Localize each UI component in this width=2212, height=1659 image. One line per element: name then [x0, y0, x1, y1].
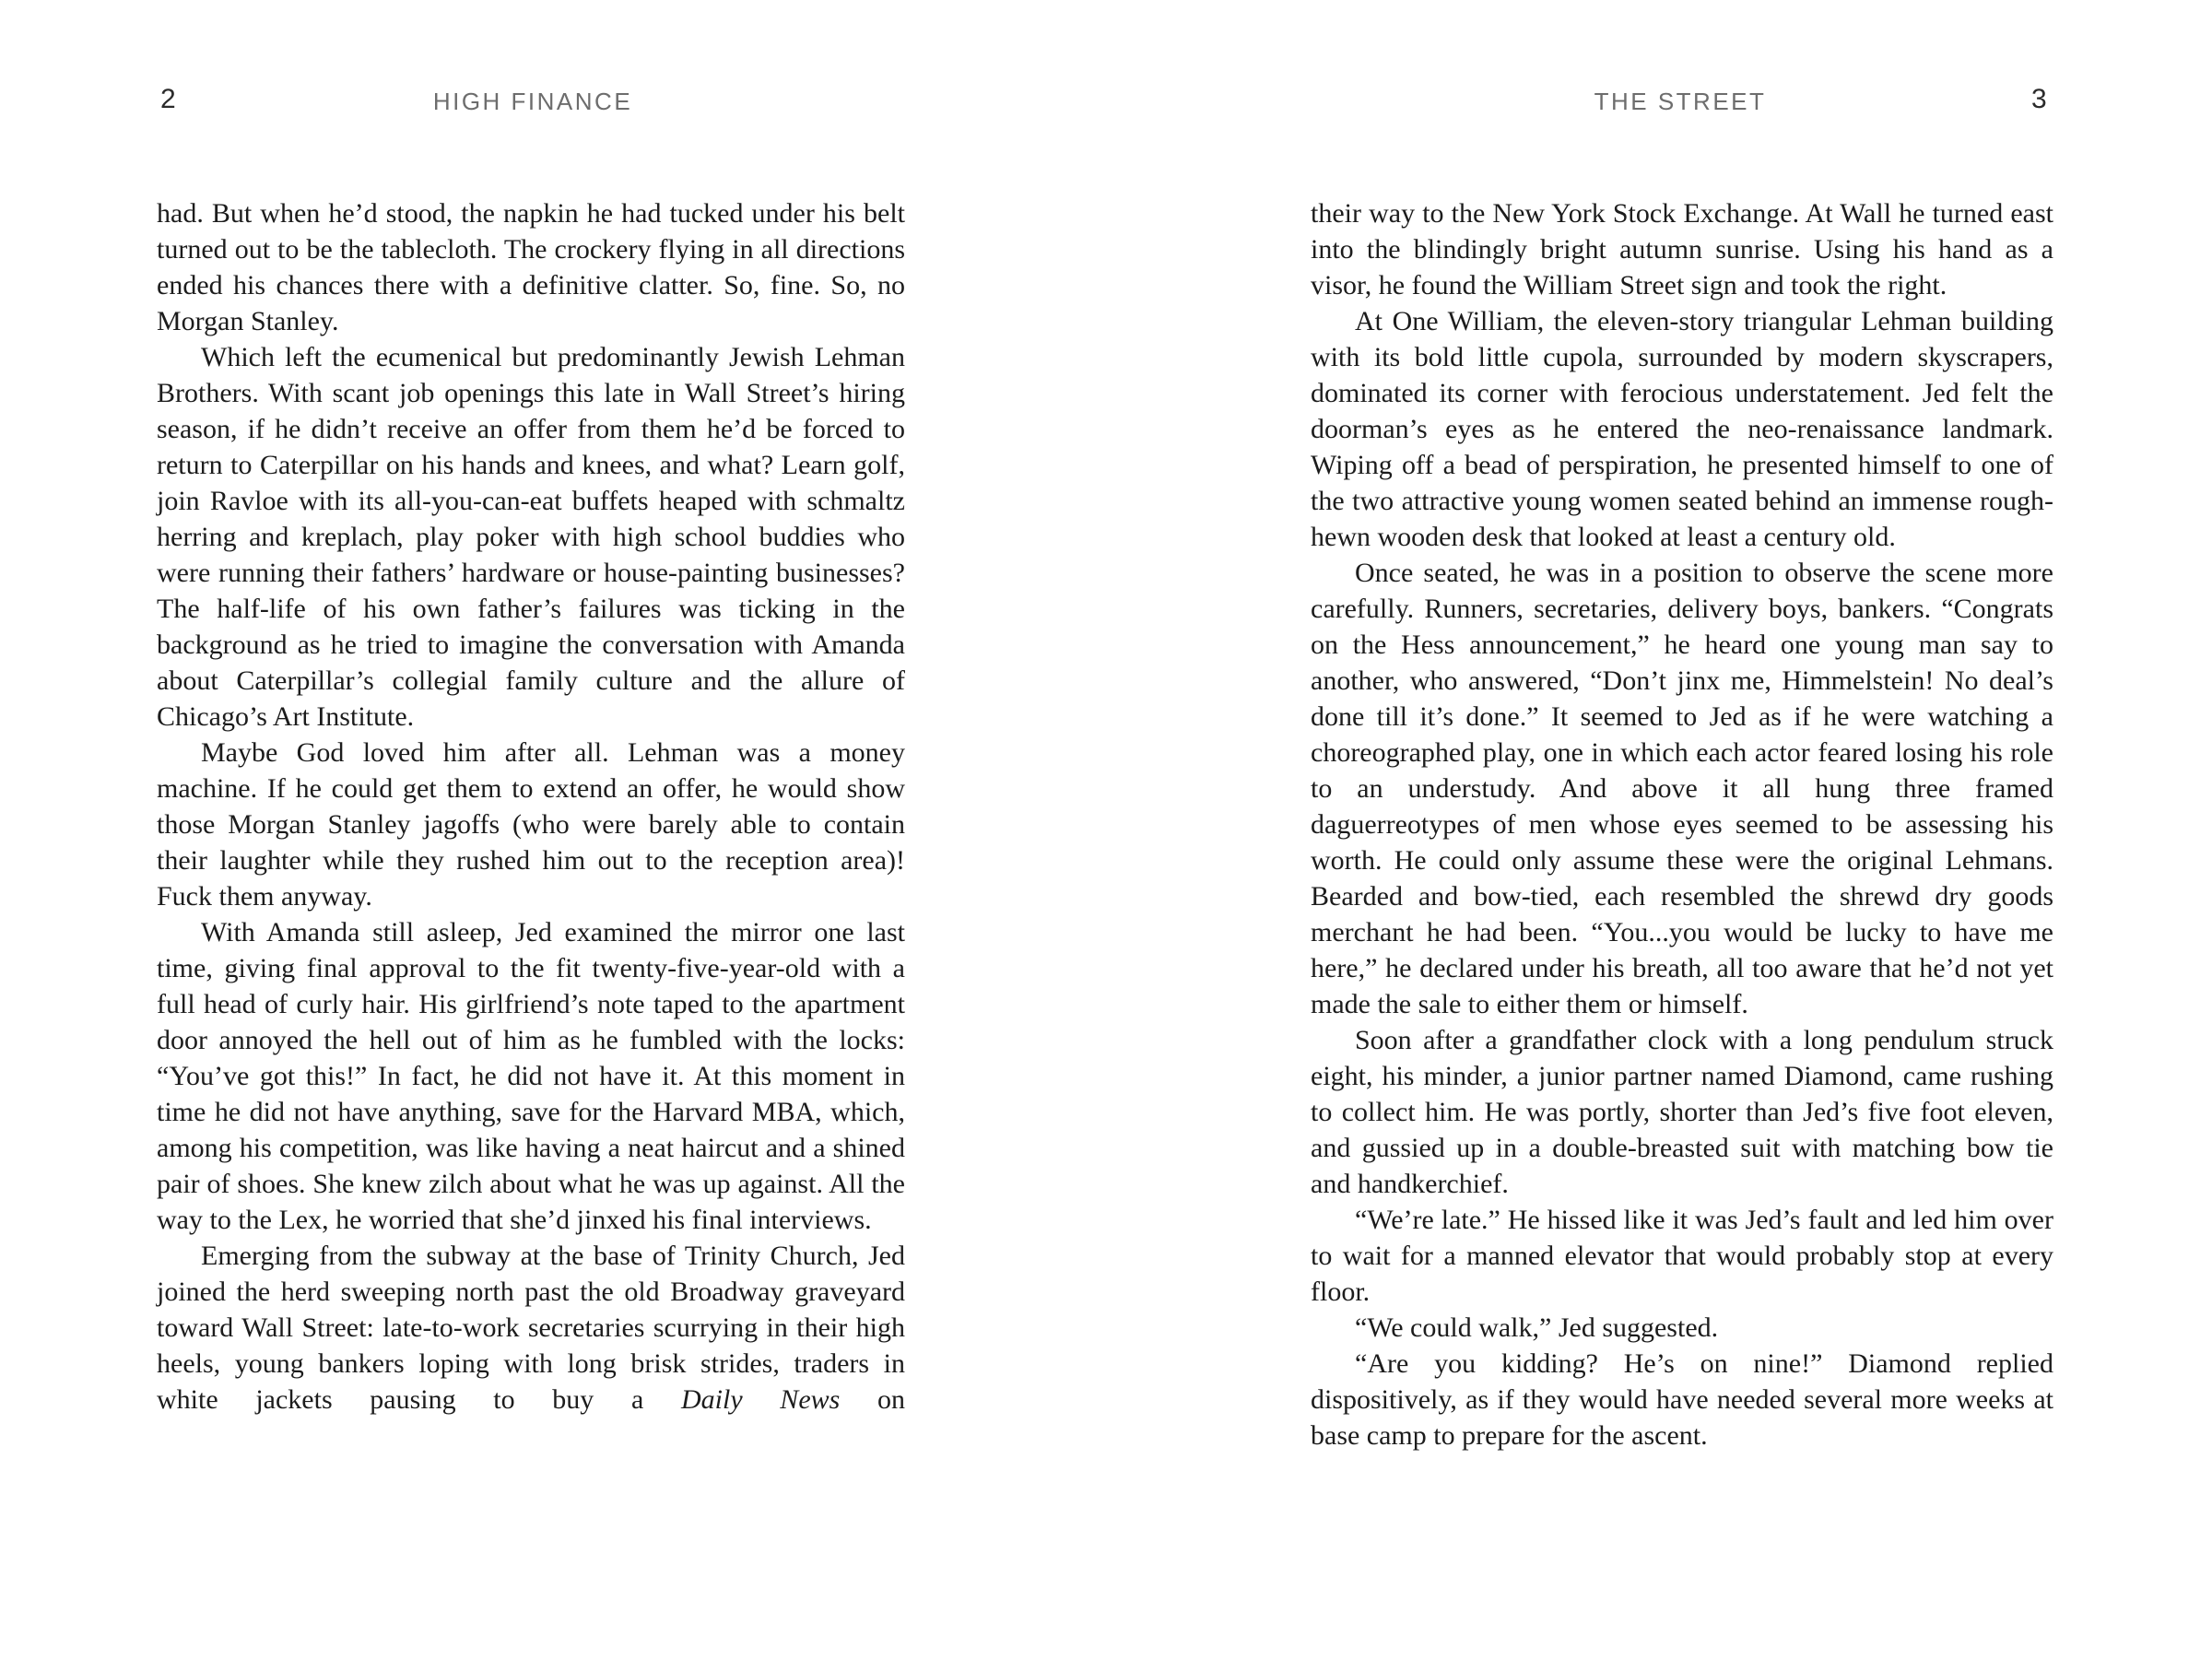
text-segment: “We’re late.” He hissed like it was Jed’s fault and led him over to wait for a manned elevator that would probably stop at every floor. — [1311, 1205, 2053, 1307]
right-running-head: THE STREET — [1594, 88, 1767, 115]
text-segment: At One William, the eleven-story triangular Lehman building with its bold little cupola, surrounded by modern skyscrapers, dominated its corner with ferocious understatement. Jed felt the doorman’s eyes as he entered the neo-renaissance landmark. Wiping off a bead of perspiration, he presented himself to one of the two attractive young women seated behind an immense rough-hewn wooden desk that looked at least a century old. — [1311, 306, 2053, 552]
text-segment: With Amanda still asleep, Jed examined the mirror one last time, giving final approval to the fit twenty-five-year-old with a full head of curly hair. His girlfriend’s note taped to the apartment door annoyed the hell out of him as he fumbled with the locks: “You’ve got this!” In fact, he did not have it. At this moment in time he did not have anything, save for the Harvard MBA, which, among his competition, was like having a neat haircut and a shined pair of shoes. She knew zilch about what he was up against. All the way to the Lex, he worried that she’d jinxed his final interviews. — [157, 917, 905, 1235]
text-segment: Once seated, he was in a position to observe the scene more carefully. Runners, secretaries, delivery boys, bankers. “Congrats on the Hess announcement,” he heard one young man say to another, who answered, “Don’t jinx me, Himmelstein! No deal’s done till it’s done.” It seemed to Jed as if he were watching a choreographed play, one in which each actor feared losing his role to an understudy. And above it all hung three framed daguerreotypes of men whose eyes seemed to be assessing his worth. He could only assume these were the original Lehmans. Bearded and bow-tied, each resembled the shrewd dry goods merchant he had been. “You...you would be lucky to have me here,” he declared under his breath, all too aware that he’d not yet made the sale to either them or himself. — [1311, 558, 2053, 1019]
paragraph — [1311, 303, 2053, 555]
text-segment: had. But when he’d stood, the napkin he had tucked under his belt turned out to be the tablecloth. The crockery flying in all directions ended his chances there with a definitive clatter. So, fine. So, no Morgan Stanley. — [157, 198, 905, 336]
text-segment: “We could walk,” Jed suggested. — [1355, 1312, 1719, 1343]
text-segment: Emerging from the subway at the base of Trinity Church, Jed joined the herd sweeping north past the old Broadway graveyard toward Wall Street: late-to-work secretaries scurrying in their high heels, young bankers loping with long brisk strides, traders in white jackets pausing to buy a — [157, 1241, 905, 1415]
text-segment: Which left the ecumenical but predominantly Jewish Lehman Brothers. With scant job openings this late in Wall Street’s hiring season, if he didn’t receive an offer from them he’d be forced to return to Caterpillar on his hands and knees, and what? Learn golf, join Ravloe with its all-you-can-eat buffets heaped with schmaltz herring and kreplach, play poker with high school buddies who were running their fathers’ hardware or house-painting businesses? The half-life of his own father’s failures was ticking in the background as he tried to imagine the conversation with Amanda about Caterpillar’s collegial family culture and the allure of Chicago’s Art Institute. — [157, 342, 905, 732]
paragraph — [1311, 1022, 2053, 1202]
left-page-text — [157, 195, 905, 1418]
text-segment: their way to the New York Stock Exchange. At Wall he turned east into the blindingly bright autumn sunrise. Using his hand as a visor, he found the William Street sign and took the right. — [1311, 198, 2053, 300]
paragraph — [1311, 1202, 2053, 1310]
paragraph — [157, 1238, 905, 1418]
left-page-number: 2 — [160, 84, 176, 114]
paragraph — [1311, 1346, 2053, 1453]
right-page-text — [1311, 195, 2053, 1453]
paragraph — [157, 195, 905, 339]
text-segment: Maybe God loved him after all. Lehman was a money machine. If he could get them to extend an offer, he would show those Morgan Stanley jagoffs (who were barely able to contain their laughter while they rushed him out to the reception area)! Fuck them anyway. — [157, 737, 905, 912]
italic-text-segment: Daily News — [680, 1384, 841, 1415]
paragraph — [1311, 555, 2053, 1022]
left-running-head: HIGH FINANCE — [432, 88, 633, 115]
text-segment: on — [840, 1384, 906, 1415]
text-segment: “Are you kidding? He’s on nine!” Diamond replied dispositively, as if they would have needed several more weeks at base camp to prepare for the ascent. — [1311, 1348, 2053, 1451]
paragraph — [1311, 195, 2053, 303]
right-page-number: 3 — [2031, 84, 2047, 114]
paragraph — [1311, 1310, 2053, 1346]
paragraph — [157, 735, 905, 914]
paragraph — [157, 339, 905, 735]
paragraph — [157, 914, 905, 1238]
text-segment: Soon after a grandfather clock with a long pendulum struck eight, his minder, a junior partner named Diamond, came rushing to collect him. He was portly, shorter than Jed’s five foot eleven, and gussied up in a double-breasted suit with matching bow tie and handkerchief. — [1311, 1025, 2053, 1199]
